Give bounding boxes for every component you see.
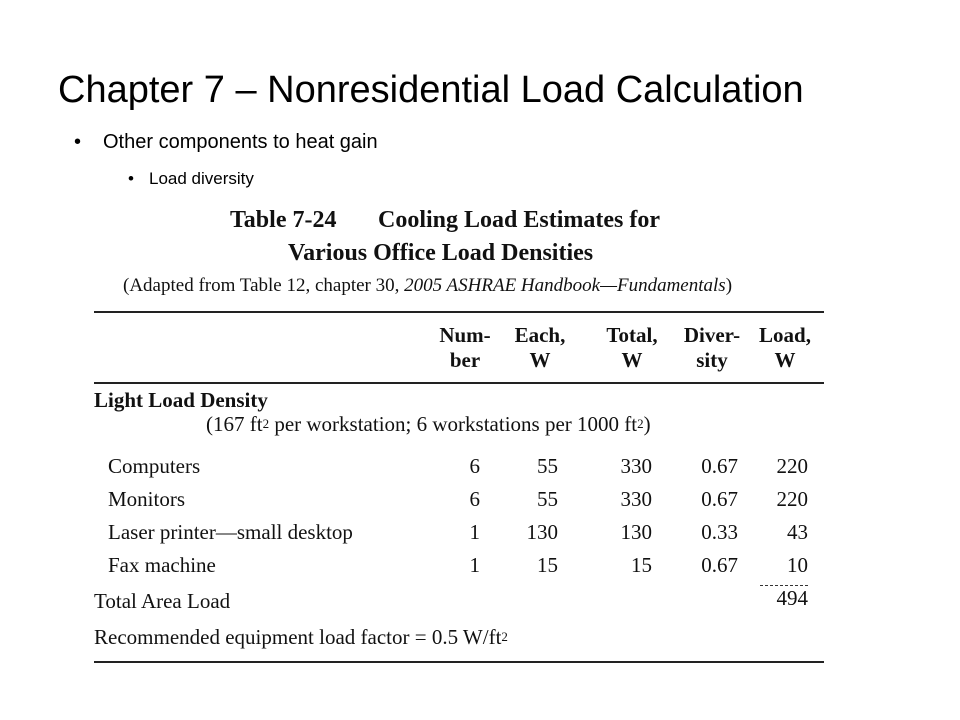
table-title-line2: Various Office Load Densities: [288, 240, 594, 266]
row-each-w: 55: [537, 454, 558, 478]
row-diversity: 0.67: [701, 454, 738, 478]
row-item: Fax machine: [108, 553, 216, 577]
column-header-each: Each, W: [514, 323, 566, 372]
section-note: (167 $ft^2$ per workstation; 6 workstations per 1000 $ft^2$): [206, 412, 651, 436]
cooling-load-table-figure: [90, 205, 830, 670]
row-load-w: 220: [776, 454, 808, 478]
row-item: Computers: [108, 454, 201, 478]
row-item: Monitors: [108, 487, 186, 511]
row-load-w: 10: [787, 553, 808, 577]
column-header-number: Num- ber: [439, 323, 491, 372]
table-top-rule: [94, 311, 824, 313]
total-area-load-label: Total Area Load: [94, 589, 231, 613]
table-title-line1: Cooling Load Estimates for: [378, 207, 660, 233]
row-total-w: 130: [620, 520, 652, 544]
row-number: 1: [469, 553, 480, 577]
row-number: 6: [469, 487, 480, 511]
row-number: 1: [469, 520, 480, 544]
bullet-dot-icon: •: [74, 131, 82, 153]
table-number: Table 7-24: [230, 207, 337, 233]
row-load-w: 220: [776, 487, 808, 511]
row-each-w: 130: [526, 520, 558, 544]
row-each-w: 15: [537, 553, 558, 577]
row-total-w: 330: [620, 454, 652, 478]
bullet-text: Other components to heat gain: [103, 131, 378, 153]
row-each-w: 55: [537, 487, 558, 511]
table-source-note: (Adapted from Table 12, chapter 30, 2005 ASHRAE Handbook—Fundamentals): [123, 275, 733, 296]
table-row: [90, 454, 830, 484]
row-diversity: 0.67: [701, 553, 738, 577]
section-heading: Light Load Density: [94, 388, 268, 412]
slide-title: Chapter 7 – Nonresidential Load Calculation: [58, 69, 804, 111]
row-diversity: 0.67: [701, 487, 738, 511]
row-total-w: 15: [631, 553, 652, 577]
total-area-load-value: 494: [776, 586, 808, 610]
bullet-dot-icon: •: [128, 169, 134, 188]
row-number: 6: [469, 454, 480, 478]
column-header-load: Load, W: [759, 323, 811, 372]
column-header-diversity: Diver- sity: [683, 323, 741, 372]
row-load-w: 43: [787, 520, 808, 544]
table-bottom-rule: [94, 661, 824, 663]
table-caption: [230, 207, 660, 234]
table-row: [90, 553, 830, 583]
row-total-w: 330: [620, 487, 652, 511]
row-item: Laser printer—small desktop: [108, 520, 353, 544]
header-bottom-rule: [94, 382, 824, 384]
recommendation-note: Recommended equipment load factor = 0.5 $W/ft^2$: [94, 625, 508, 649]
row-diversity: 0.33: [701, 520, 738, 544]
table-row: [90, 487, 830, 517]
bullet-text: Load diversity: [149, 169, 254, 188]
table-row: [90, 520, 830, 550]
column-header-total: Total, W: [606, 323, 658, 372]
